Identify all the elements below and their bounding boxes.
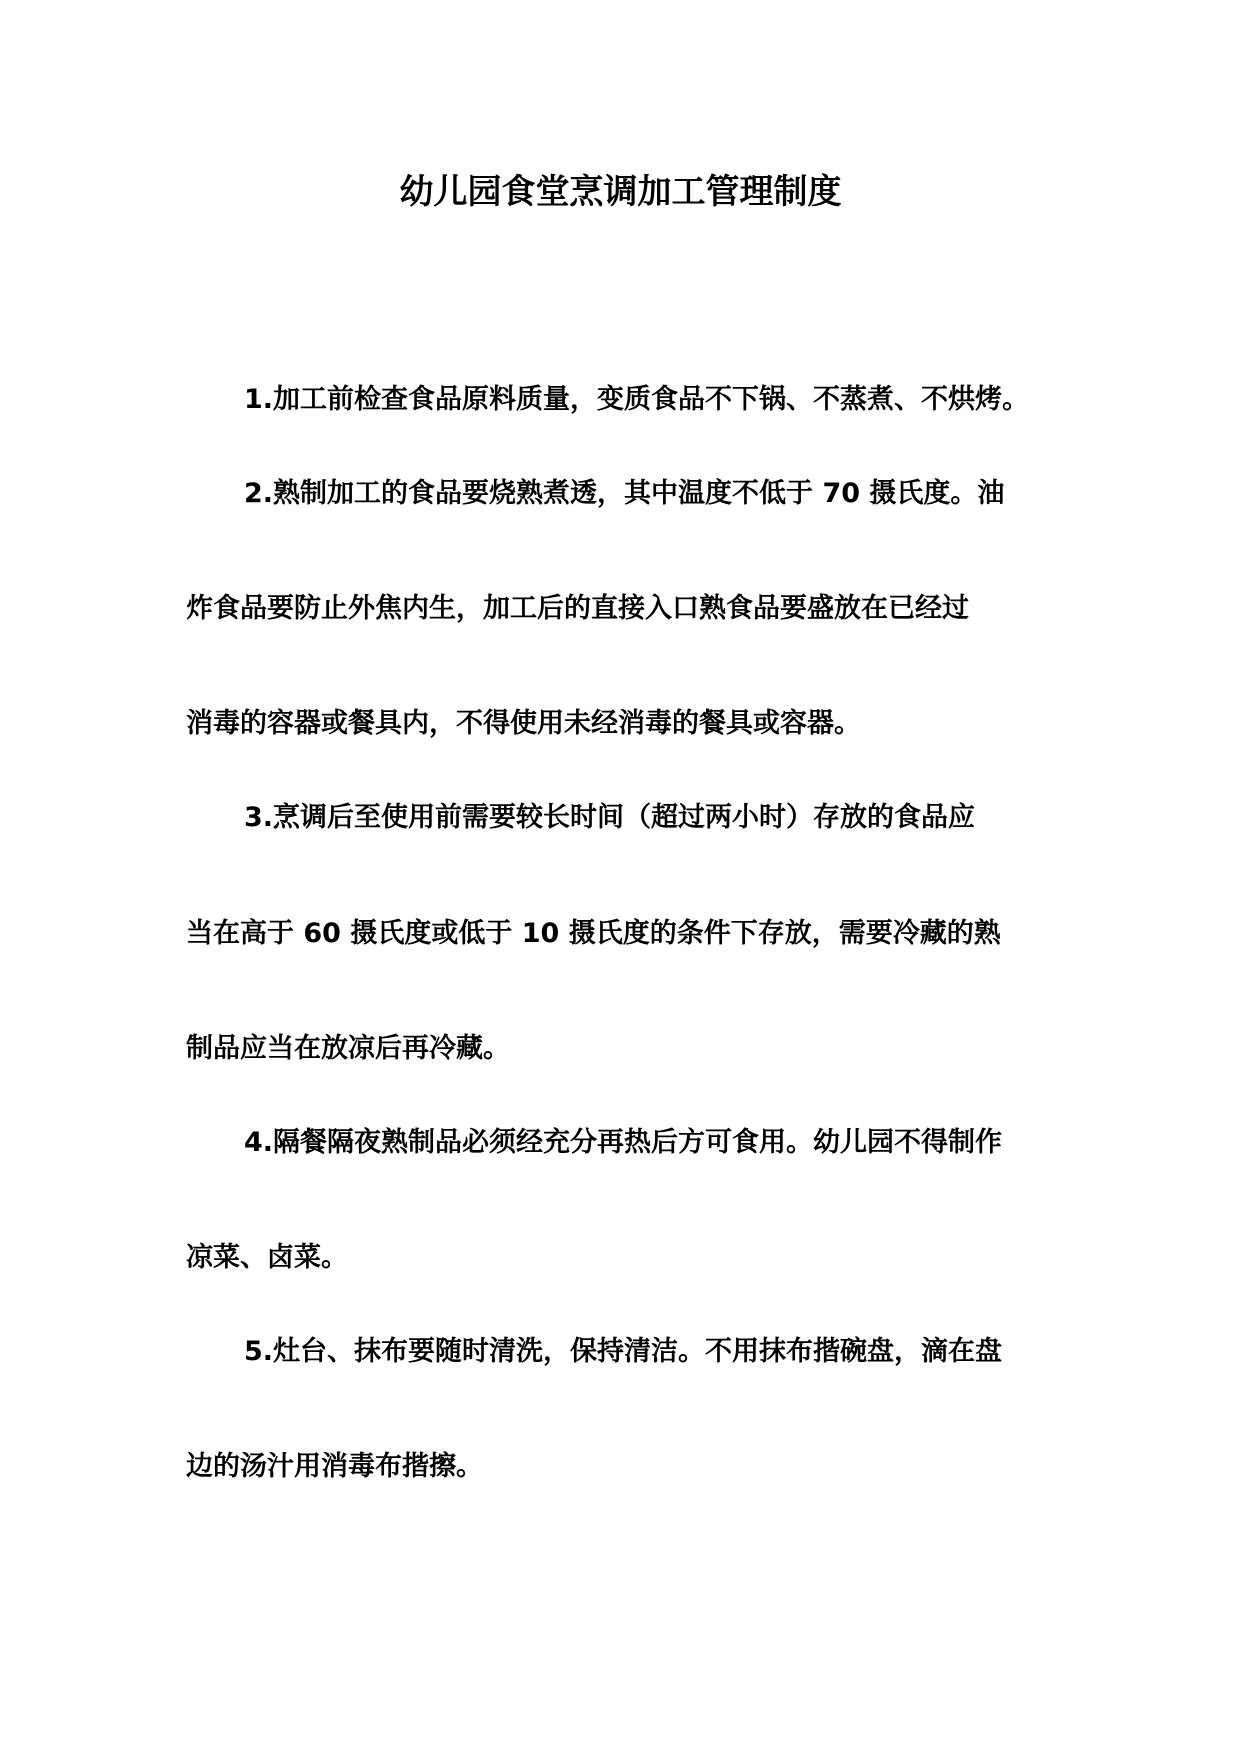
item-3-line-1: 3.烹调后至使用前需要较长时间（超过两小时）存放的食品应 [244,802,976,833]
document-title: 幼儿园食堂烹调加工管理制度 [399,172,842,212]
item-3-line-2: 当在高于 60 摄氏度或低于 10 摄氏度的条件下存放，需要冷藏的熟 [186,918,1001,949]
item-3-line-3: 制品应当在放凉后再冷藏。 [186,1033,510,1064]
item-5-line-2: 边的汤汁用消毒布揩擦。 [186,1451,483,1482]
item-4-line-2: 凉菜、卤菜。 [186,1242,348,1273]
item-2-line-3: 消毒的容器或餐具内，不得使用未经消毒的餐具或容器。 [186,708,861,739]
item-5-line-1: 5.灶台、抹布要随时清洗，保持清洁。不用抹布揩碗盘，滴在盘 [244,1336,1003,1367]
item-4-line-1: 4.隔餐隔夜熟制品必须经充分再热后方可食用。幼儿园不得制作 [244,1127,1003,1158]
item-1-line-1: 1.加工前检查食品原料质量，变质食品不下锅、不蒸煮、不烘烤。 [244,384,1030,415]
item-2-line-2: 炸食品要防止外焦内生，加工后的直接入口熟食品要盛放在已经过 [186,593,969,624]
item-2-line-1: 2.熟制加工的食品要烧熟煮透，其中温度不低于 70 摄氏度。油 [244,478,1005,509]
